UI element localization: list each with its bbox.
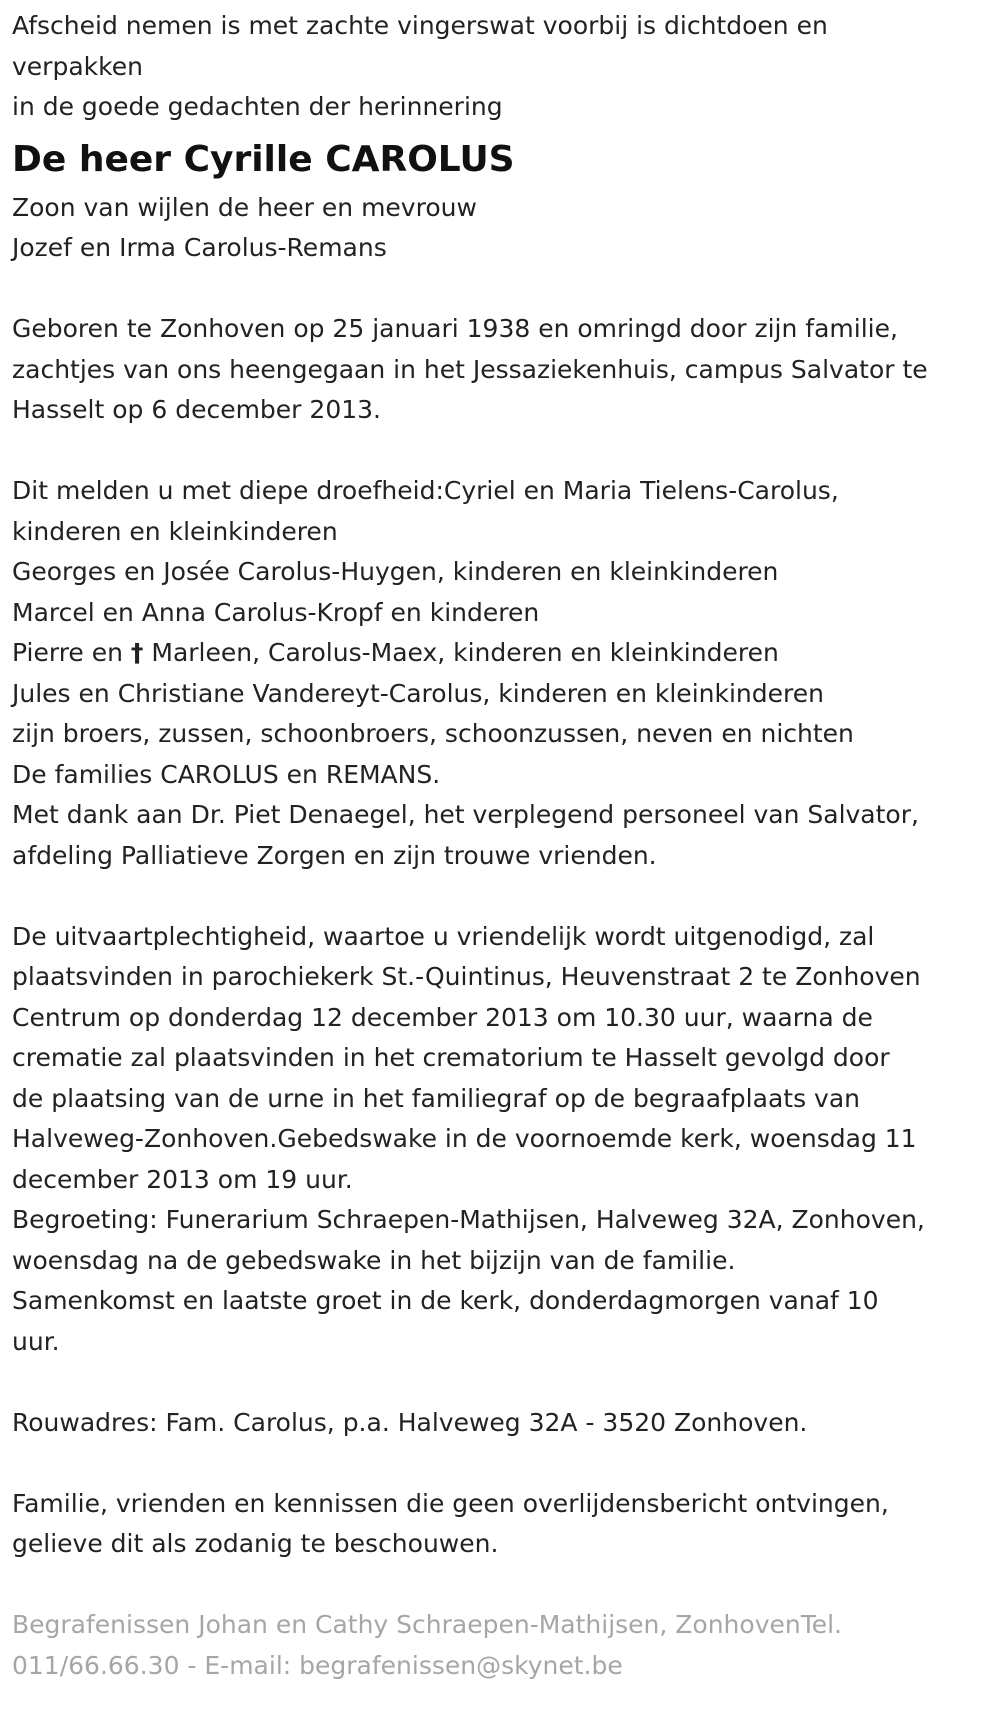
spacer: [12, 1443, 988, 1484]
spacer: [12, 431, 988, 472]
spacer: [12, 876, 988, 917]
cross-icon: †: [130, 638, 144, 667]
ceremony-line: december 2013 om 19 uur.: [12, 1164, 353, 1194]
parents-line: Jozef en Irma Carolus-Remans: [12, 233, 387, 262]
family-line-part: Marleen, Carolus-Maex, kinderen en kleinkinderen: [143, 638, 779, 667]
spacer: [12, 1565, 988, 1606]
ceremony-line: Halveweg-Zonhoven.Gebedswake in de voornoemde kerk, woensdag 11: [12, 1124, 917, 1153]
ceremony-line: plaatsvinden in parochiekerk St.-Quintinus, Heuvenstraat 2 te Zonhoven: [12, 962, 921, 991]
ceremony-line: uur.: [12, 1326, 60, 1356]
intro-verse: [12, 6, 988, 128]
ceremony-line: De uitvaartplechtigheid, waartoe u vriendelijk wordt uitgenodigd, zal: [12, 921, 875, 951]
footer-line: 011/66.66.30 - E-mail: begrafenissen@skynet.be: [12, 1650, 623, 1680]
intro-line: in de goede gedachten der herinnering: [12, 92, 503, 121]
family-line: zijn broers, zussen, schoonbroers, schoonzussen, neven en nichten: [12, 719, 854, 748]
mourning-address-section: [12, 1403, 988, 1444]
family-line: Met dank aan Dr. Piet Denaegel, het verplegend personeel van Salvator,: [12, 800, 919, 829]
ceremony-line: Begroeting: Funerarium Schraepen-Mathijsen, Halveweg 32A, Zonhoven,: [12, 1205, 925, 1234]
family-line: Dit melden u met diepe droefheid:Cyriel en Maria Tielens-Carolus,: [12, 476, 839, 505]
birth-death-section: [12, 309, 988, 431]
ceremony-line: Samenkomst en laatste groet in de kerk, donderdagmorgen vanaf 10: [12, 1286, 879, 1315]
deceased-name-title: De heer Cyrille CAROLUS: [12, 138, 515, 180]
parents-section: [12, 188, 988, 269]
family-line: Georges en Josée Carolus-Huygen, kinderen en kleinkinderen: [12, 557, 779, 586]
notice-line: Familie, vrienden en kennissen die geen overlijdensbericht ontvingen,: [12, 1488, 889, 1518]
intro-line: verpakken: [12, 51, 143, 81]
family-line-with-cross: [12, 633, 988, 674]
ceremony-line: crematie zal plaatsvinden in het crematorium te Hasselt gevolgd door: [12, 1043, 890, 1072]
funeral-home-footer: [12, 1605, 988, 1686]
birth-line: zachtjes van ons heengegaan in het Jessaziekenhuis, campus Salvator te: [12, 354, 928, 384]
ceremony-line: de plaatsing van de urne in het familiegraf op de begraafplaats van: [12, 1083, 860, 1113]
family-line: De families CAROLUS en REMANS.: [12, 759, 441, 789]
family-line: Marcel en Anna Carolus-Kropf en kinderen: [12, 597, 540, 627]
birth-line: Hasselt op 6 december 2013.: [12, 395, 381, 424]
mourning-address: Rouwadres: Fam. Carolus, p.a. Halveweg 32A - 3520 Zonhoven.: [12, 1407, 808, 1437]
notice-line: gelieve dit als zodanig te beschouwen.: [12, 1529, 499, 1558]
parents-line: Zoon van wijlen de heer en mevrouw: [12, 192, 477, 222]
spacer: [12, 269, 988, 310]
ceremony-line: Centrum op donderdag 12 december 2013 om 10.30 uur, waarna de: [12, 1002, 873, 1032]
ceremony-line: woensdag na de gebedswake in het bijzijn van de familie.: [12, 1245, 736, 1275]
birth-line: Geboren te Zonhoven op 25 januari 1938 en omringd door zijn familie,: [12, 314, 898, 343]
footer-line: Begrafenissen Johan en Cathy Schraepen-Mathijsen, ZonhovenTel.: [12, 1610, 843, 1639]
spacer: [12, 1362, 988, 1403]
family-line: kinderen en kleinkinderen: [12, 516, 338, 546]
family-line-part: Pierre en: [12, 638, 131, 667]
intro-line: Afscheid nemen is met zachte vingerswat voorbij is dichtdoen en: [12, 11, 828, 40]
notice-section: [12, 1484, 988, 1565]
family-section: [12, 471, 988, 876]
family-line: afdeling Palliatieve Zorgen en zijn trouwe vrienden.: [12, 840, 657, 870]
family-line: Jules en Christiane Vandereyt-Carolus, kinderen en kleinkinderen: [12, 678, 824, 708]
ceremony-section: [12, 917, 988, 1363]
